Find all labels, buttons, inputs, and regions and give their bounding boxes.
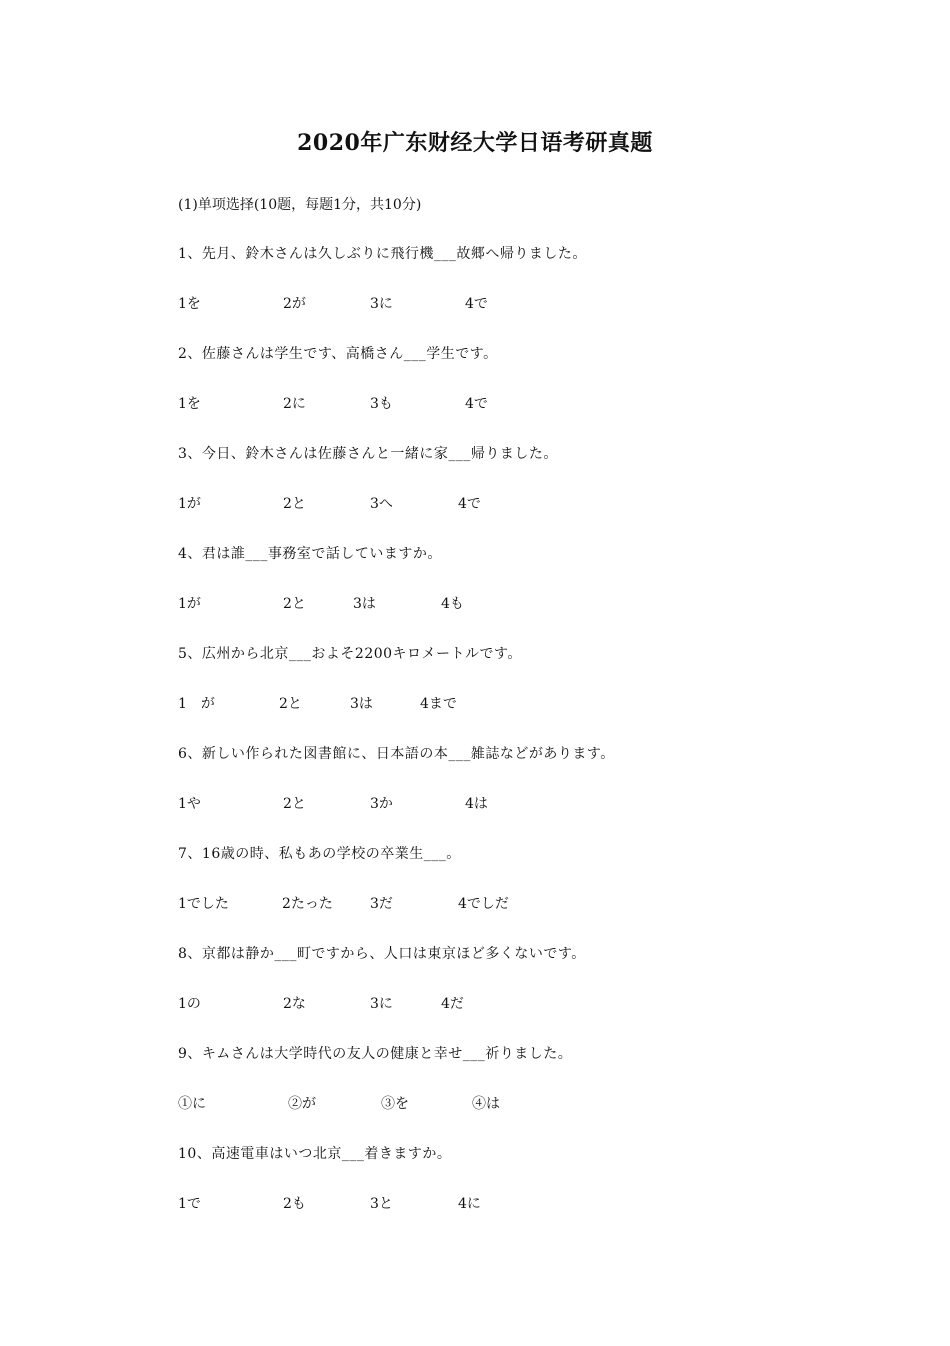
option-1: 1で: [178, 1196, 201, 1212]
option-1: 1が: [178, 596, 201, 612]
question-stem: 5、広州から北京___およそ2200キロメートルです。: [178, 646, 522, 662]
question-4: [178, 545, 878, 645]
option-4: 4で: [465, 296, 488, 312]
question-7: [178, 845, 878, 945]
option-2: 2たった: [282, 896, 333, 912]
option-row: [178, 1195, 878, 1245]
option-4: 4は: [465, 796, 488, 812]
question-stem: 1、先月、鈴木さんは久しぶりに飛行機___故郷へ帰りました。: [178, 246, 587, 262]
question-9: [178, 1045, 878, 1145]
question-3: [178, 445, 878, 545]
question-10: [178, 1145, 878, 1245]
question-stem: 9、キムさんは大学時代の友人の健康と幸せ___祈りました。: [178, 1046, 573, 1062]
option-row: [178, 795, 878, 845]
option-row: [178, 995, 878, 1045]
option-row: [178, 695, 878, 745]
option-4: 4で: [458, 496, 481, 512]
option-3: 3に: [370, 296, 393, 312]
option-4: 4でしだ: [458, 896, 509, 912]
option-4: 4に: [458, 1196, 481, 1212]
option-3: 3か: [370, 796, 393, 812]
option-4: ④は: [472, 1096, 500, 1112]
option-3: 3は: [350, 696, 373, 712]
option-2: 2も: [283, 1196, 306, 1212]
option-row: [178, 495, 878, 545]
option-3: 3だ: [370, 896, 393, 912]
question-stem: 6、新しい作られた図書館に、日本語の本___雑誌などがあります。: [178, 746, 615, 762]
section-heading: (1)单项选择(10题，每题1分，共10分): [178, 197, 422, 213]
option-3: 3へ: [370, 496, 393, 512]
option-1: 1の: [178, 996, 201, 1012]
option-2: 2が: [283, 296, 306, 312]
question-stem: 3、今日、鈴木さんは佐藤さんと一緒に家___帰りました。: [178, 446, 558, 462]
question-stem: 7、16歳の時、私もあの学校の卒業生___。: [178, 846, 461, 862]
question-stem: 2、佐藤さんは学生です、高橋さん___学生です。: [178, 346, 498, 362]
option-1: 1を: [178, 296, 201, 312]
option-1: 1 が: [178, 696, 215, 712]
question-8: [178, 945, 878, 1045]
option-row: [178, 1095, 878, 1145]
option-1: 1が: [178, 496, 201, 512]
option-2: ②が: [288, 1096, 316, 1112]
page-title: 2020年广东财经大学日语考研真题: [297, 130, 653, 156]
option-1: 1を: [178, 396, 201, 412]
question-stem: 4、君は誰___事務室で話していますか。: [178, 546, 442, 562]
option-row: [178, 595, 878, 645]
option-3: 3に: [370, 996, 393, 1012]
question-list: [178, 245, 878, 1245]
option-row: [178, 295, 878, 345]
option-row: [178, 395, 878, 445]
option-3: 3も: [370, 396, 393, 412]
option-4: 4も: [441, 596, 464, 612]
question-2: [178, 345, 878, 445]
question-5: [178, 645, 878, 745]
option-2: 2に: [283, 396, 306, 412]
option-2: 2な: [283, 996, 306, 1012]
option-1: 1でした: [178, 896, 229, 912]
option-row: [178, 895, 878, 945]
option-4: 4まで: [420, 696, 457, 712]
question-1: [178, 245, 878, 345]
option-2: 2と: [279, 696, 302, 712]
option-3: 3と: [370, 1196, 393, 1212]
option-2: 2と: [283, 596, 306, 612]
option-1: ①に: [178, 1096, 206, 1112]
option-2: 2と: [283, 496, 306, 512]
question-stem: 8、京都は静か___町ですから、人口は東京ほど多くないです。: [178, 946, 586, 962]
option-3: 3は: [353, 596, 376, 612]
option-2: 2と: [283, 796, 306, 812]
question-6: [178, 745, 878, 845]
option-3: ③を: [381, 1096, 409, 1112]
option-4: 4で: [465, 396, 488, 412]
option-4: 4だ: [441, 996, 464, 1012]
option-1: 1や: [178, 796, 201, 812]
question-stem: 10、高速電車はいつ北京___着きますか。: [178, 1146, 452, 1162]
